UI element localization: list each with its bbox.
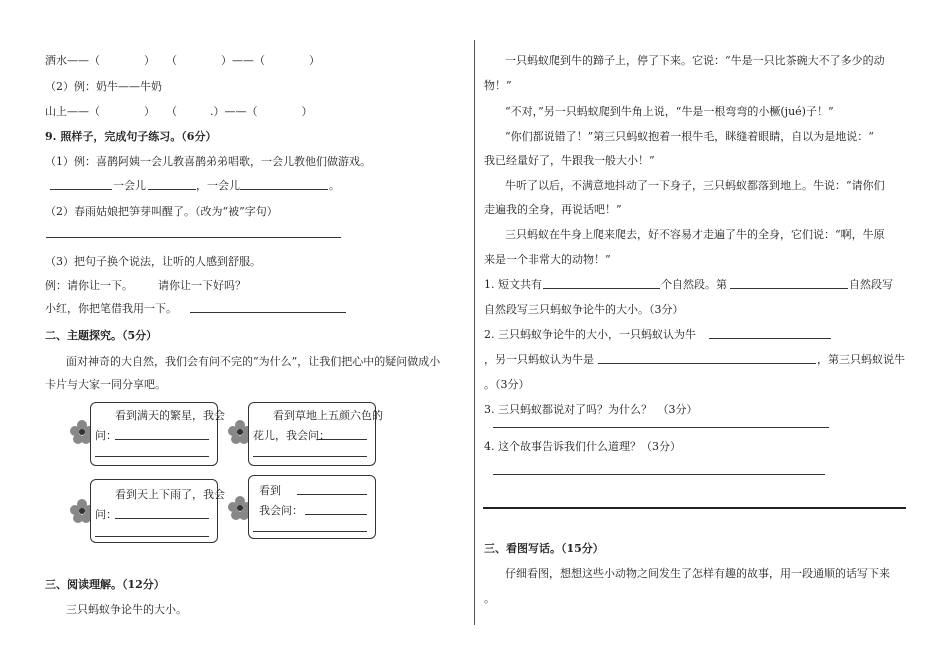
reading-q4: 4. 这个故事告诉我们什么道理？（3分） [484,440,681,453]
reading-q3: 3. 三只蚂蚁都说对了吗？为什么？ （3分） [484,403,698,416]
section-3-title: 三、阅读理解。（12分） [45,578,165,591]
blank-9-2[interactable] [46,237,341,238]
blank-9-1-c[interactable] [240,189,328,190]
question-9-2: （2）春雨姑娘把笋芽叫醒了。（改为“被”字句） [45,205,278,218]
reading-q2-a: 2. 三只蚂蚁争论牛的大小，一只蚂蚁认为牛 [484,328,696,341]
reading-q1-a: 1. 短文共有 [484,278,542,291]
blank-9-3[interactable] [190,312,346,313]
story-para-4b: 走遍我的全身，再说话吧！” [484,203,622,216]
section-4-para-1: 仔细看图，想想这些小动物之间发生了怎样有趣的故事，用一段通顺的话写下来 [505,567,890,580]
question-9-title: 9. 照样子，完成句子练习。（6分） [45,130,217,143]
card-2-blank-2[interactable] [253,456,367,457]
question-9-1: （1）例：喜鹊阿姨一会儿教喜鹊弟弟唱歌，一会儿教他们做游戏。 [45,155,371,168]
blank-9-1-a[interactable] [50,189,112,190]
question-9-3: （3）把句子换个说法，让听的人感到舒服。 [45,255,261,268]
section-2-para-2: 卡片与大家一同分享吧。 [45,378,166,391]
reading-q2-d: 。（3分） [484,378,530,391]
section-3-subtitle: 三只蚂蚁争论牛的大小。 [66,603,187,616]
story-para-3a: “你们都说错了！”第三只蚂蚁抱着一根牛毛，眯缝着眼睛，自以为是地说：“ [505,130,874,143]
q9-1-end: 。 [329,179,340,192]
card-1-line-2: 问： [95,429,117,442]
question-card-rain [90,479,225,543]
card-2-line-2: 花儿，我会问： [253,429,330,442]
story-para-1b: 物！” [484,79,512,92]
card-2-line-1: 看到草地上五颜六色的 [273,409,383,422]
story-para-5a: 三只蚂蚁在牛身上爬来爬去，好不容易才走遍了牛的全身，它们说：“啊，牛原 [505,228,885,241]
question-card-flowers [248,402,383,466]
question-card-stars [90,402,225,466]
reading-q2-c: ，第三只蚂蚁说牛 [817,353,905,366]
q9-1-word-1: 一会儿 [113,179,146,192]
card-4-line-1: 看到 [259,484,281,497]
word-line-water: 洒水——（ ） （ ）——（ ） [45,54,320,67]
word-line-mountain: 山上——（ ） （ .）——（ ） [45,105,313,118]
card-4-blank-1[interactable] [297,494,367,495]
reading-q2-b: ，另一只蚂蚁认为牛是 [484,353,594,366]
q9-3-example-a: 例：请你让一下。 [45,279,133,292]
question-card-blank [248,475,376,539]
card-4-line-2: 我会问： [259,504,303,517]
story-para-1a: 一只蚂蚁爬到牛的蹄子上，停了下来。它说：“牛是一只比茶碗大不了多少的动 [505,54,885,67]
section-2-title: 二、主题探究。（5分） [45,329,158,342]
reading-q1-b: 个自然段。第 [661,278,727,291]
section-4-para-2: 。 [484,592,495,605]
reading-q1-blank-1[interactable] [543,288,660,289]
story-para-2: “不对，”另一只蚂蚁爬到牛角上说，“牛是一根弯弯的小橛(jué)子！” [505,105,834,118]
card-4-blank-3[interactable] [253,531,367,532]
blank-9-1-b[interactable] [148,189,196,190]
section-separator [483,507,906,509]
q9-3-example-b: 请你让一下好吗？ [158,279,246,292]
example-2-label: （2）例：奶牛——牛奶 [45,80,162,93]
q9-1-word-2: ，一会儿 [196,179,240,192]
column-divider [474,40,475,625]
reading-q2-blank-1[interactable] [709,338,831,339]
story-para-3b: 我已经量好了，牛跟我一般大小！” [484,154,655,167]
q9-3-task: 小红，你把笔借我用一下。 [45,302,177,315]
reading-q4-answer-line[interactable] [493,474,825,475]
card-3-line-2: 问： [95,508,117,521]
reading-q1-blank-2[interactable] [730,288,848,289]
story-para-5b: 来是一个非常大的动物！” [484,253,611,266]
reading-q3-answer-line[interactable] [493,427,829,428]
story-para-4a: 牛听了以后，不满意地抖动了一下身子，三只蚂蚁都落到地上。牛说：“请你们 [505,179,885,192]
reading-q1-d: 自然段写三只蚂蚁争论牛的大小。（3分） [484,303,684,316]
card-4-blank-2[interactable] [305,514,367,515]
card-1-blank-1[interactable] [115,439,209,440]
section-2-para-1: 面对神奇的大自然，我们会有问不完的“为什么”，让我们把心中的疑问做成小 [66,355,441,368]
card-3-blank-2[interactable] [95,536,209,537]
card-3-blank-1[interactable] [115,518,209,519]
reading-q1-c: 自然段写 [849,278,893,291]
reading-q2-blank-2[interactable] [598,363,816,364]
card-2-blank-1[interactable] [317,439,367,440]
section-4-title: 三、看图写话。（15分） [484,542,604,555]
card-3-line-1: 看到天上下雨了，我会 [115,488,225,501]
card-1-blank-2[interactable] [95,456,209,457]
card-1-line-1: 看到满天的繁星，我会 [115,409,225,422]
